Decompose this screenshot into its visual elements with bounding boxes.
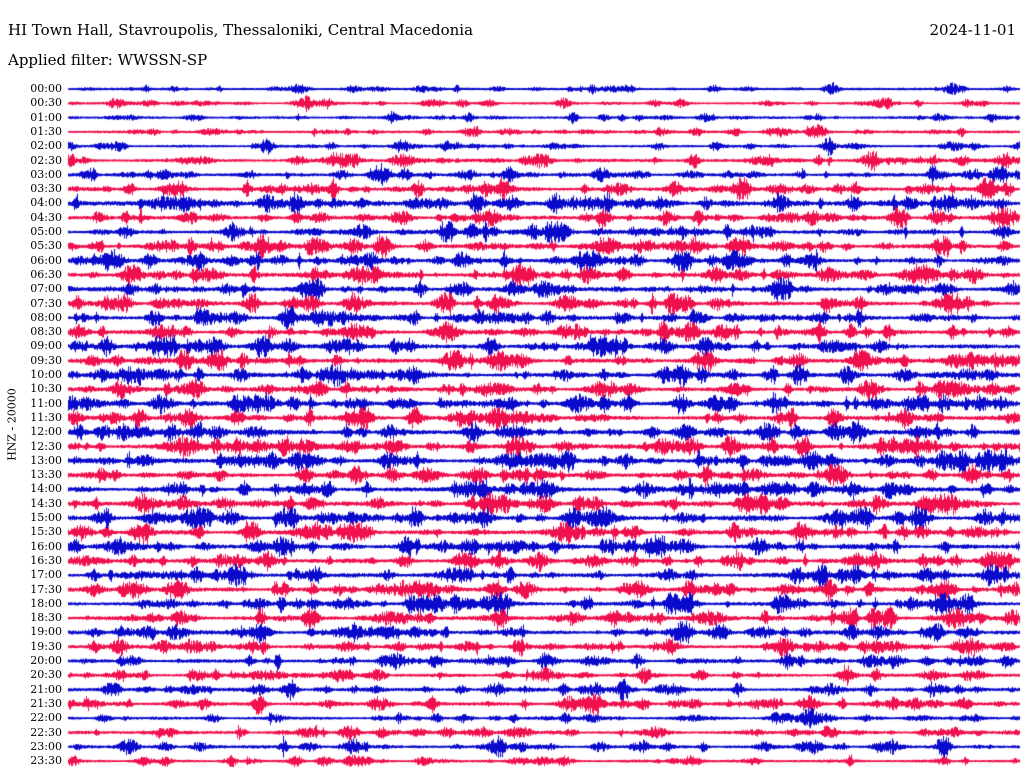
trace-time-label: 21:30 (30, 696, 62, 710)
trace-time-label: 14:00 (30, 482, 62, 496)
trace-time-label: 23:30 (30, 754, 62, 768)
date-label: 2024-11-01 (929, 21, 1016, 39)
trace-time-label: 18:00 (30, 596, 62, 610)
trace-time-label: 16:30 (30, 553, 62, 567)
trace-time-label: 05:30 (30, 239, 62, 253)
trace-time-label: 08:30 (30, 325, 62, 339)
trace-time-label: 04:30 (30, 210, 62, 224)
trace-time-label: 11:00 (30, 396, 62, 410)
trace-time-label: 22:30 (30, 725, 62, 739)
trace-time-label: 18:30 (30, 611, 62, 625)
trace-time-label: 16:00 (30, 539, 62, 553)
trace-time-label: 06:00 (30, 253, 62, 267)
trace-time-label: 20:30 (30, 668, 62, 682)
trace-time-label: 23:00 (30, 739, 62, 753)
trace-time-label: 19:30 (30, 639, 62, 653)
trace-time-label: 03:30 (30, 182, 62, 196)
applied-filter-label: Applied filter: WWSSN-SP (8, 51, 208, 69)
trace-time-label: 05:00 (30, 225, 62, 238)
trace-time-label: 12:30 (30, 439, 62, 453)
trace-time-label: 21:00 (30, 682, 62, 696)
trace-time-label: 02:30 (30, 153, 62, 167)
trace-time-label: 03:00 (30, 167, 62, 181)
trace-time-label: 10:00 (30, 368, 62, 381)
trace-time-label: 09:00 (30, 339, 62, 353)
trace-time-label: 09:30 (30, 353, 62, 367)
trace-time-label: 08:00 (30, 310, 62, 324)
trace-time-label: 10:30 (30, 382, 62, 396)
trace-time-label: 17:00 (30, 568, 62, 582)
trace-time-label: 12:00 (30, 425, 62, 439)
trace-time-label: 00:00 (30, 82, 62, 95)
trace-time-label: 13:30 (30, 468, 62, 482)
trace-time-label: 15:30 (30, 525, 62, 539)
trace-time-label: 06:30 (30, 267, 62, 281)
trace-time-label: 00:30 (30, 96, 62, 110)
trace-time-label: 19:00 (30, 625, 62, 639)
trace-time-label: 15:00 (30, 511, 62, 524)
trace-time-label: 14:30 (30, 496, 62, 510)
trace-time-label: 11:30 (30, 410, 62, 424)
trace-time-label: 01:00 (30, 110, 62, 124)
trace-time-label: 22:00 (30, 711, 62, 725)
station-axis-label: HNZ - 20000 (5, 388, 19, 461)
page-title: HI Town Hall, Stavroupolis, Thessaloniki, Central Macedonia (8, 21, 474, 39)
trace-time-label: 17:30 (30, 582, 62, 596)
trace-time-label: 02:00 (30, 139, 62, 153)
trace-time-label: 04:00 (30, 196, 62, 210)
trace-time-label: 13:00 (30, 453, 62, 467)
trace-time-label: 07:30 (30, 296, 62, 310)
trace-time-label: 07:00 (30, 282, 62, 296)
trace-time-label: 01:30 (30, 124, 62, 138)
trace-time-label: 20:00 (30, 654, 62, 667)
